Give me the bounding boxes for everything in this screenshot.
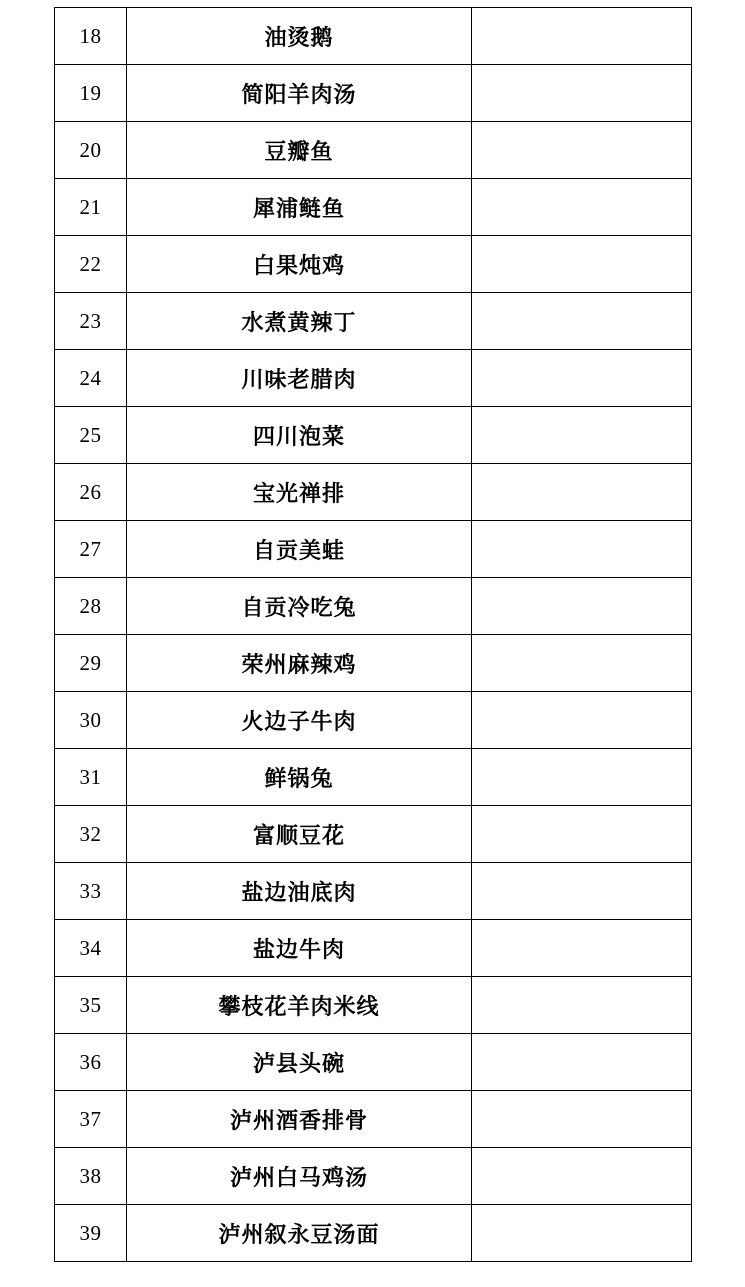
row-index: 38 xyxy=(55,1148,127,1205)
row-index: 20 xyxy=(55,122,127,179)
row-dish-name: 四川泡菜 xyxy=(127,407,472,464)
row-note xyxy=(472,692,692,749)
row-note xyxy=(472,65,692,122)
table-row xyxy=(55,407,692,464)
row-index: 19 xyxy=(55,65,127,122)
row-dish-name: 攀枝花羊肉米线 xyxy=(127,977,472,1034)
row-index: 27 xyxy=(55,521,127,578)
table-row xyxy=(55,122,692,179)
row-note xyxy=(472,1091,692,1148)
row-dish-name: 泸县头碗 xyxy=(127,1034,472,1091)
row-dish-name: 鲜锅兔 xyxy=(127,749,472,806)
row-note xyxy=(472,350,692,407)
document-page xyxy=(0,7,745,1287)
table-row xyxy=(55,578,692,635)
table-row xyxy=(55,350,692,407)
row-note xyxy=(472,8,692,65)
row-index: 26 xyxy=(55,464,127,521)
row-note xyxy=(472,521,692,578)
table-row xyxy=(55,920,692,977)
row-index: 36 xyxy=(55,1034,127,1091)
row-dish-name: 盐边油底肉 xyxy=(127,863,472,920)
row-dish-name: 盐边牛肉 xyxy=(127,920,472,977)
row-dish-name: 白果炖鸡 xyxy=(127,236,472,293)
table-row xyxy=(55,977,692,1034)
row-dish-name: 火边子牛肉 xyxy=(127,692,472,749)
row-dish-name: 泸州白马鸡汤 xyxy=(127,1148,472,1205)
row-note xyxy=(472,635,692,692)
table-row xyxy=(55,692,692,749)
table-row xyxy=(55,635,692,692)
row-dish-name: 自贡美蛙 xyxy=(127,521,472,578)
row-index: 29 xyxy=(55,635,127,692)
row-dish-name: 荣州麻辣鸡 xyxy=(127,635,472,692)
row-note xyxy=(472,179,692,236)
table-row xyxy=(55,1148,692,1205)
row-index: 32 xyxy=(55,806,127,863)
row-dish-name: 富顺豆花 xyxy=(127,806,472,863)
table-row xyxy=(55,863,692,920)
row-note xyxy=(472,806,692,863)
table-row xyxy=(55,1091,692,1148)
row-dish-name: 宝光禅排 xyxy=(127,464,472,521)
table-body xyxy=(55,8,692,1262)
row-dish-name: 川味老腊肉 xyxy=(127,350,472,407)
table-row xyxy=(55,8,692,65)
row-note xyxy=(472,464,692,521)
row-note xyxy=(472,749,692,806)
row-dish-name: 泸州酒香排骨 xyxy=(127,1091,472,1148)
row-index: 33 xyxy=(55,863,127,920)
table-row xyxy=(55,806,692,863)
row-index: 25 xyxy=(55,407,127,464)
table-row xyxy=(55,1205,692,1262)
table-row xyxy=(55,65,692,122)
table-row xyxy=(55,749,692,806)
row-index: 31 xyxy=(55,749,127,806)
row-dish-name: 简阳羊肉汤 xyxy=(127,65,472,122)
row-dish-name: 豆瓣鱼 xyxy=(127,122,472,179)
row-note xyxy=(472,1148,692,1205)
row-note xyxy=(472,578,692,635)
row-index: 18 xyxy=(55,8,127,65)
row-note xyxy=(472,977,692,1034)
table-row xyxy=(55,464,692,521)
row-index: 24 xyxy=(55,350,127,407)
table-row xyxy=(55,236,692,293)
row-dish-name: 泸州叙永豆汤面 xyxy=(127,1205,472,1262)
row-dish-name: 油烫鹅 xyxy=(127,8,472,65)
row-index: 37 xyxy=(55,1091,127,1148)
row-index: 39 xyxy=(55,1205,127,1262)
table-row xyxy=(55,179,692,236)
row-index: 30 xyxy=(55,692,127,749)
row-note xyxy=(472,1205,692,1262)
row-note xyxy=(472,122,692,179)
row-index: 22 xyxy=(55,236,127,293)
row-index: 23 xyxy=(55,293,127,350)
row-note xyxy=(472,1034,692,1091)
row-index: 35 xyxy=(55,977,127,1034)
row-index: 34 xyxy=(55,920,127,977)
table-row xyxy=(55,521,692,578)
table-row xyxy=(55,293,692,350)
row-dish-name: 犀浦鲢鱼 xyxy=(127,179,472,236)
row-note xyxy=(472,920,692,977)
row-note xyxy=(472,236,692,293)
row-index: 21 xyxy=(55,179,127,236)
row-note xyxy=(472,407,692,464)
row-note xyxy=(472,293,692,350)
row-dish-name: 自贡冷吃兔 xyxy=(127,578,472,635)
row-note xyxy=(472,863,692,920)
row-index: 28 xyxy=(55,578,127,635)
table-row xyxy=(55,1034,692,1091)
dish-list-table xyxy=(54,7,692,1262)
row-dish-name: 水煮黄辣丁 xyxy=(127,293,472,350)
